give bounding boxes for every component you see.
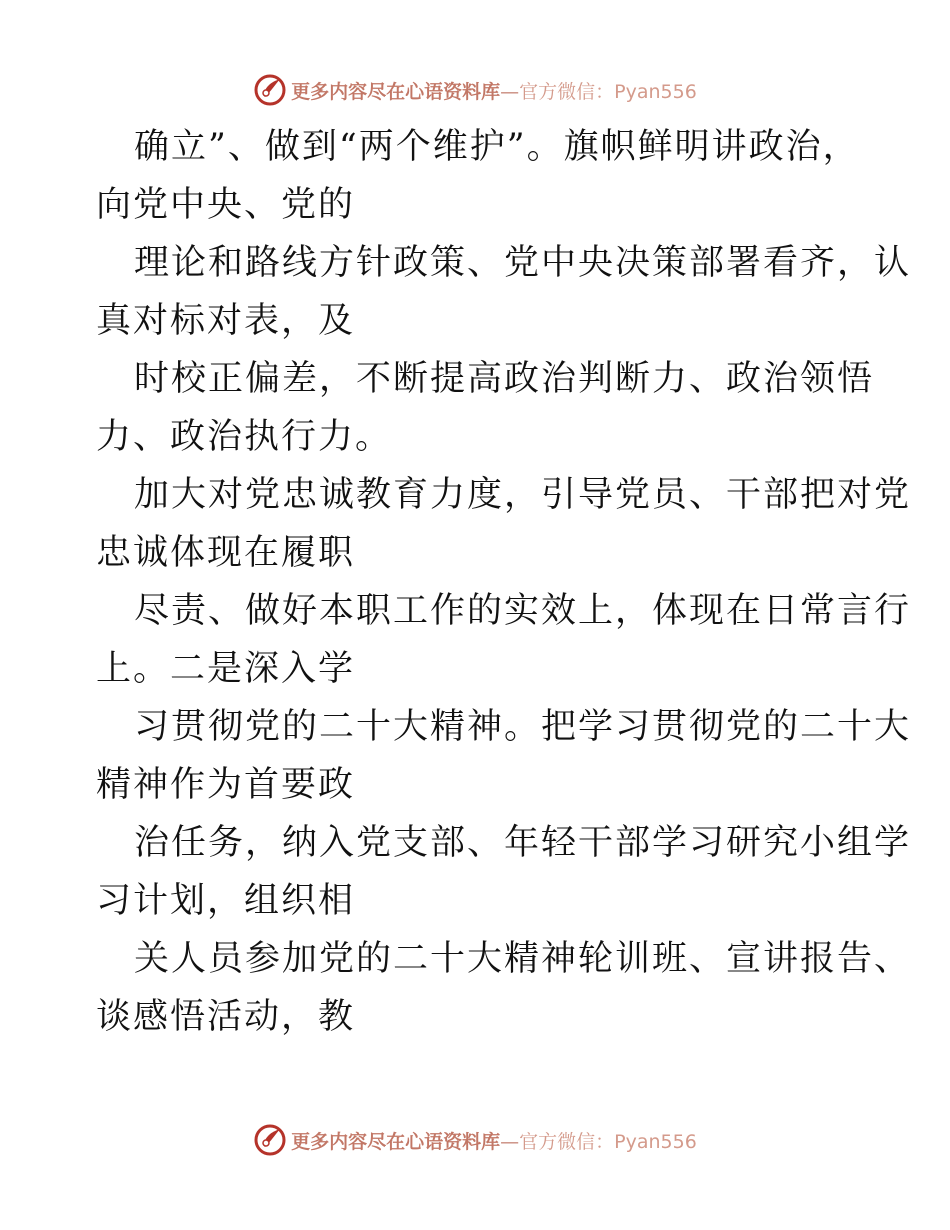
header-separator: —	[500, 80, 520, 103]
text-line: 习贯彻党的二十大精神。把学习贯彻党的二十大	[134, 707, 912, 747]
header-wechat-text: 官方微信：Pyan556	[519, 80, 697, 103]
footer-text	[291, 1127, 697, 1154]
text-line: 精神作为首要政	[96, 765, 356, 805]
text-line: 向党中央、党的	[96, 185, 356, 225]
text-line: 时校正偏差，不断提高政治判断力、政治领悟	[134, 359, 875, 399]
text-line: 习计划，组织相	[96, 881, 356, 921]
document-body	[96, 118, 912, 1046]
text-line: 确立”、做到“两个维护”。旗帜鲜明讲政治，	[134, 127, 860, 167]
text-line: 谈感悟活动，教	[96, 997, 356, 1037]
text-line: 关人员参加党的二十大精神轮训班、宣讲报告、	[134, 939, 912, 979]
footer-banner	[0, 1120, 950, 1160]
text-line: 力、政治执行力。	[96, 417, 393, 457]
logo-icon	[253, 1123, 287, 1157]
logo-icon	[253, 73, 287, 107]
text-line: 理论和路线方针政策、党中央决策部署看齐，认	[134, 243, 912, 283]
text-line: 真对标对表，及	[96, 301, 356, 341]
header-site-text: 更多内容尽在心语资料库	[291, 80, 501, 103]
header-banner	[0, 70, 950, 110]
text-line: 尽责、做好本职工作的实效上，体现在日常言行	[134, 591, 912, 631]
header-text	[291, 77, 697, 104]
footer-wechat-text: 官方微信：Pyan556	[519, 1130, 697, 1153]
text-line: 忠诚体现在履职	[96, 533, 356, 573]
text-line: 加大对党忠诚教育力度，引导党员、干部把对党	[134, 475, 912, 515]
text-line: 治任务，纳入党支部、年轻干部学习研究小组学	[134, 823, 912, 863]
footer-site-text: 更多内容尽在心语资料库	[291, 1130, 501, 1153]
text-line: 上。二是深入学	[96, 649, 356, 689]
footer-separator: —	[500, 1130, 520, 1153]
